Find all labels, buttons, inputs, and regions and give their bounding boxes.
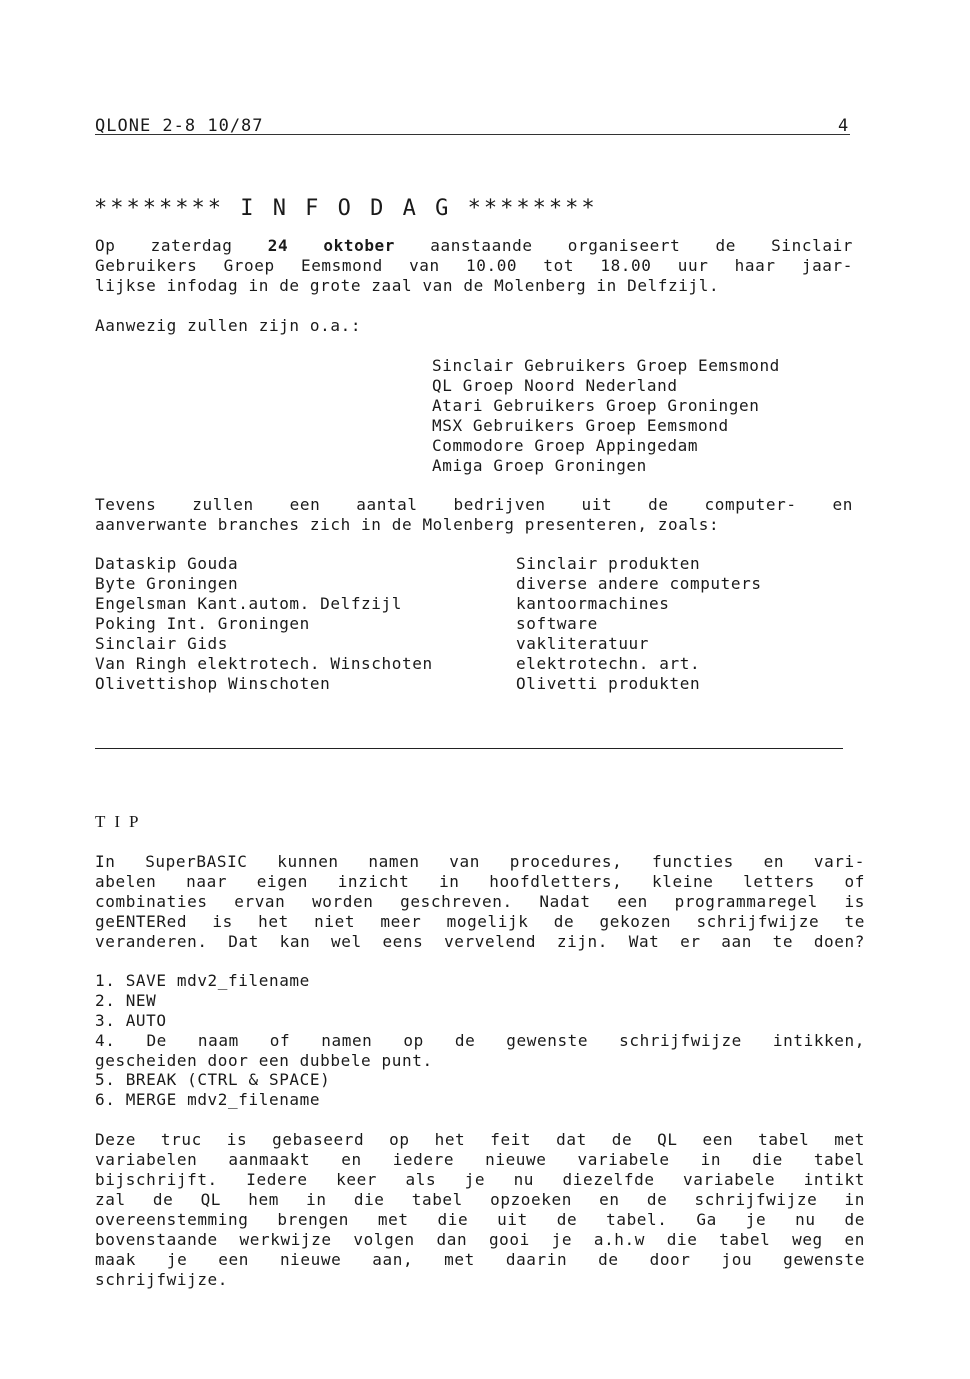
- tip-step: 4. De naam of namen op de gewenste schrijfwijze intikken,: [95, 1031, 865, 1050]
- company-name: Dataskip Gouda: [95, 554, 239, 573]
- company-name: Sinclair Gids: [95, 634, 229, 653]
- company-name: Poking Int. Groningen: [95, 614, 310, 633]
- group-item: QL Groep Noord Nederland: [432, 376, 678, 395]
- tip-para2-line: Deze truc is gebaseerd op het feit dat de QL een tabel met: [95, 1130, 865, 1149]
- section-divider: [95, 748, 843, 749]
- company-product: vakliteratuur: [516, 634, 650, 653]
- tip-para1-line: abelen naar eigen inzicht in hoofdletters, kleine letters of: [95, 872, 865, 891]
- group-item: Commodore Groep Appingedam: [432, 436, 699, 455]
- intro-line-1: [95, 236, 853, 255]
- tip-step: 6. MERGE mdv2_filename: [95, 1090, 321, 1109]
- header-rule: [95, 134, 850, 135]
- intro-text: aanstaande organiseert de Sinclair: [430, 236, 854, 255]
- tip-step: 3. AUTO: [95, 1011, 167, 1030]
- page-header-title: QLONE 2-8 10/87: [95, 116, 264, 136]
- tip-step-cont: gescheiden door een dubbele punt.: [95, 1051, 433, 1070]
- company-product: Sinclair produkten: [516, 554, 701, 573]
- intro-line-3: lijkse infodag in de grote zaal van de Molenberg in Delfzijl.: [95, 276, 720, 295]
- company-name: Byte Groningen: [95, 574, 239, 593]
- intro-date: 24 oktober: [267, 236, 396, 255]
- company-name: Engelsman Kant.autom. Delfzijl: [95, 594, 402, 613]
- intro-text: Op zaterdag: [95, 236, 233, 255]
- tip-step: 2. NEW: [95, 991, 157, 1010]
- infodag-banner: ******** I N F O D A G ********: [94, 196, 598, 221]
- group-item: Amiga Groep Groningen: [432, 456, 647, 475]
- tip-para2-line: overeenstemming brengen met die uit de tabel. Ga je nu de: [95, 1210, 865, 1229]
- present-label: Aanwezig zullen zijn o.a.:: [95, 316, 362, 335]
- intro-line-2: Gebruikers Groep Eemsmond van 10.00 tot 18.00 uur haar jaar-: [95, 256, 853, 275]
- tip-para1-line: veranderen. Dat kan wel eens vervelend zijn. Wat er aan te doen?: [95, 932, 865, 951]
- tip-para2-line: bovenstaande werkwijze volgen dan gooi je a.h.w die tabel weg en: [95, 1230, 865, 1249]
- tip-para2-line: zal de QL hem in die tabel opzoeken en de schrijfwijze in: [95, 1190, 865, 1209]
- group-item: Sinclair Gebruikers Groep Eemsmond: [432, 356, 780, 375]
- group-item: Atari Gebruikers Groep Groningen: [432, 396, 760, 415]
- company-name: Van Ringh elektrotech. Winschoten: [95, 654, 433, 673]
- company-name: Olivettishop Winschoten: [95, 674, 331, 693]
- tip-para1-line: geENTERed is het niet meer mogelijk de gekozen schrijfwijze te: [95, 912, 865, 931]
- tip-para2-line: bijschrijft. Iedere keer als je nu diezelfde variabele intikt: [95, 1170, 865, 1189]
- companies-intro-line-2: aanverwante branches zich in de Molenberg presenteren, zoals:: [95, 515, 720, 534]
- tip-para2-line: variabelen aanmaakt en iedere nieuwe variabele in die tabel: [95, 1150, 865, 1169]
- tip-para2-line: schrijfwijze.: [95, 1270, 229, 1289]
- tip-step: 5. BREAK (CTRL & SPACE): [95, 1070, 331, 1089]
- tip-title: TIP: [95, 812, 148, 831]
- page-number: 4: [838, 116, 849, 136]
- tip-step: 1. SAVE mdv2_filename: [95, 971, 310, 990]
- company-product: kantoormachines: [516, 594, 670, 613]
- company-product: diverse andere computers: [516, 574, 762, 593]
- tip-para1-line: In SuperBASIC kunnen namen van procedures, functies en vari-: [95, 852, 865, 871]
- tip-para2-line: maak je een nieuwe aan, met daarin de door jou gewenste: [95, 1250, 865, 1269]
- company-product: Olivetti produkten: [516, 674, 701, 693]
- companies-intro-line-1: Tevens zullen een aantal bedrijven uit de computer- en: [95, 495, 853, 514]
- tip-para1-line: combinaties ervan worden geschreven. Nadat een programmaregel is: [95, 892, 865, 911]
- company-product: elektrotechn. art.: [516, 654, 701, 673]
- company-product: software: [516, 614, 598, 633]
- group-item: MSX Gebruikers Groep Eemsmond: [432, 416, 729, 435]
